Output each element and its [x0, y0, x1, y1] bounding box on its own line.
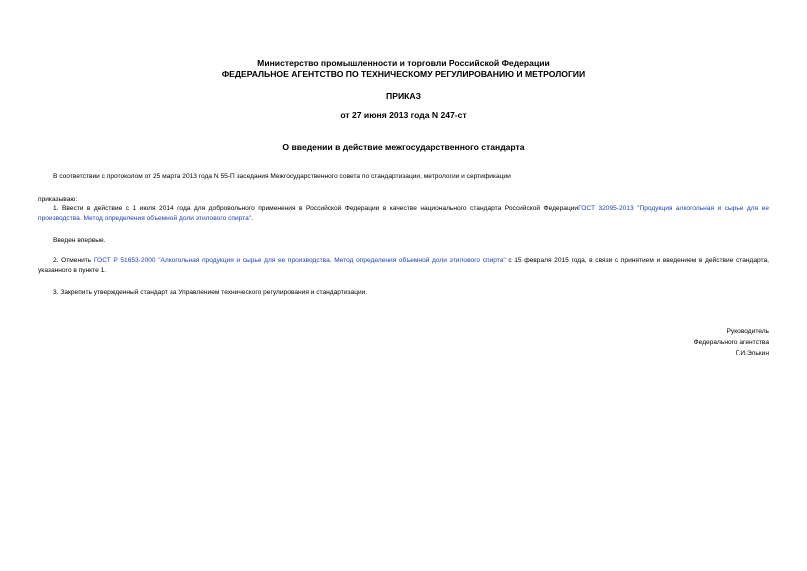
- gost-32095-link[interactable]: ГОСТ 32095-2013 "Продукция алкогольная и сырье для ее производства. Метод определения объемной доли этилового спирта": [38, 205, 769, 222]
- item-1-end: .: [251, 214, 253, 222]
- item-2-paragraph: [38, 256, 769, 276]
- ministry-title: Министерство промышленности и торговли Российской Федерации: [257, 58, 550, 68]
- preamble-paragraph: В соответствии с протоколом от 25 марта 2013 года N 55-П заседания Межгосударственного совета по стандартизации, метрологии и сертификации: [53, 173, 511, 180]
- document-date-number: от 27 июня 2013 года N 247-ст: [340, 110, 467, 120]
- introduced-note: Введен впервые.: [53, 237, 106, 244]
- document-subject: О введении в действие межгосударственного стандарта: [282, 142, 525, 152]
- document-type: ПРИКАЗ: [386, 91, 421, 101]
- item-2-start: 2. Отменить: [53, 257, 94, 264]
- agency-title: ФЕДЕРАЛЬНОЕ АГЕНТСТВО ПО ТЕХНИЧЕСКОМУ РЕГУЛИРОВАНИЮ И МЕТРОЛОГИИ: [221, 69, 586, 79]
- signature-position: Руководитель: [726, 328, 769, 335]
- item-1-paragraph: [38, 204, 769, 224]
- item-3-paragraph: 3. Закрепить утвержденный стандарт за Управлением технического регулирования и стандартизации.: [53, 289, 368, 296]
- item-2-end: с 15 февраля 2015 года, в связи с принятием и введением в действие стандарта, указанного в пункте 1.: [38, 257, 770, 274]
- item-1-text: 1. Ввести в действие с 1 июля 2014 года для добровольного применения в Российской Федерации в качестве национального стандарта Российской Федерации: [53, 205, 579, 212]
- signature-organization: Федерального агентства: [693, 339, 769, 346]
- gost-r-51653-link[interactable]: ГОСТ Р 51653-2000 "Алкогольная продукция и сырье для ее производства. Метод определения объемной доли этилового спирта": [93, 257, 506, 264]
- signature-name: Г.И.Элькин: [735, 350, 769, 357]
- order-word: приказываю:: [38, 196, 78, 203]
